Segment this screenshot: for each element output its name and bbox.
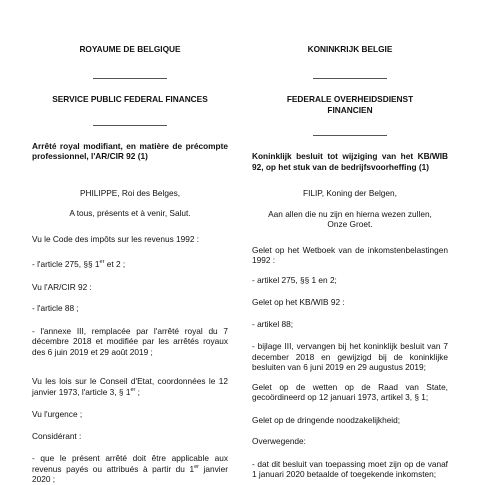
greeting-line: Onze Groet. <box>327 219 373 229</box>
divider <box>313 135 387 136</box>
service-heading <box>252 94 448 115</box>
greeting <box>252 209 448 230</box>
king-line: FILIP, Koning der Belgen, <box>303 188 397 198</box>
decree-title: Koninklijk besluit tot wijziging van het KB/WIB 92, op het stuk van de bedrijfsvoorheffing (1) <box>252 151 448 172</box>
paragraph: Gelet op het Wetboek van de inkomstenbelastingen 1992 : <box>252 244 448 265</box>
paragraph: Vu l'AR/CIR 92 : <box>32 281 92 292</box>
decree-title: Arrêté royal modifiant, en matière de précompte professionnel, l'AR/CIR 92 (1) <box>32 140 228 161</box>
greeting: A tous, présents et à venir, Salut. <box>69 208 191 218</box>
paragraph: - artikel 275, §§ 1 en 2; <box>252 274 337 285</box>
text: - l'article 275, §§ 1 <box>32 259 100 269</box>
text: Vu les lois sur le Conseil d'Etat, coordonnées le 12 janvier 1973, l'article 3, § 1 <box>32 376 228 397</box>
divider <box>93 78 167 79</box>
service-heading: SERVICE PUBLIC FEDERAL FINANCES <box>52 94 208 104</box>
superscript: er <box>99 259 105 266</box>
divider <box>93 125 167 126</box>
paragraph: - dat dit besluit van toepassing moet zijn op de vanaf 1 januari 2020 betaalde of toegekende inkomsten; <box>252 458 448 479</box>
king-line: PHILIPPE, Roi des Belges, <box>79 187 181 198</box>
paragraph: Gelet op de dringende noodzakelijkheid; <box>252 414 401 425</box>
paragraph <box>32 259 228 270</box>
paragraph: Considérant : <box>32 430 82 441</box>
paragraph: Gelet op het KB/WIB 92 : <box>252 297 345 307</box>
paragraph: - l'article 88 ; <box>32 303 79 313</box>
text: - que le présent arrêté doit être applicable aux revenus payés ou attribués à partir du 1 <box>32 453 228 474</box>
paragraph: Vu l'urgence ; <box>32 409 83 419</box>
dutch-column <box>252 44 448 480</box>
text: janvier 2020 ; <box>32 463 228 484</box>
country-heading: ROYAUME DE BELGIQUE <box>79 44 181 54</box>
paragraph <box>32 376 228 397</box>
superscript: er <box>194 463 199 470</box>
paragraph: - artikel 88; <box>252 318 294 329</box>
greeting-line: Aan allen die nu zijn en hierna wezen zullen, <box>268 208 432 219</box>
divider <box>313 78 387 79</box>
service-heading-line: FEDERALE OVERHEIDSDIENST <box>286 94 414 104</box>
paragraph: Vu le Code des impôts sur les revenus 1992 : <box>32 233 200 244</box>
text: et 2 ; <box>104 259 126 269</box>
french-column <box>32 44 228 485</box>
paragraph: - bijlage III, vervangen bij het koninklijk besluit van 7 december 2018 en gewijzigd bij de koninklijke besluiten van 6 juni 2019 en 29 augustus 2019; <box>252 341 448 372</box>
superscript: er <box>130 386 136 393</box>
text: ; <box>135 386 140 397</box>
service-heading-line: FINANCIEN <box>327 104 373 115</box>
paragraph: Overwegende: <box>252 436 306 446</box>
paragraph: Gelet op de wetten op de Raad van State, gecoördineerd op 12 januari 1973, artikel 3, § 1; <box>252 381 448 402</box>
country-heading: KONINKRIJK BELGIE <box>307 44 393 54</box>
paragraph: - l'annexe III, remplacée par l'arrêté royal du 7 décembre 2018 et modifiée par les arrêtés royaux des 6 juin 2019 et 29 août 2019 ; <box>32 325 228 357</box>
